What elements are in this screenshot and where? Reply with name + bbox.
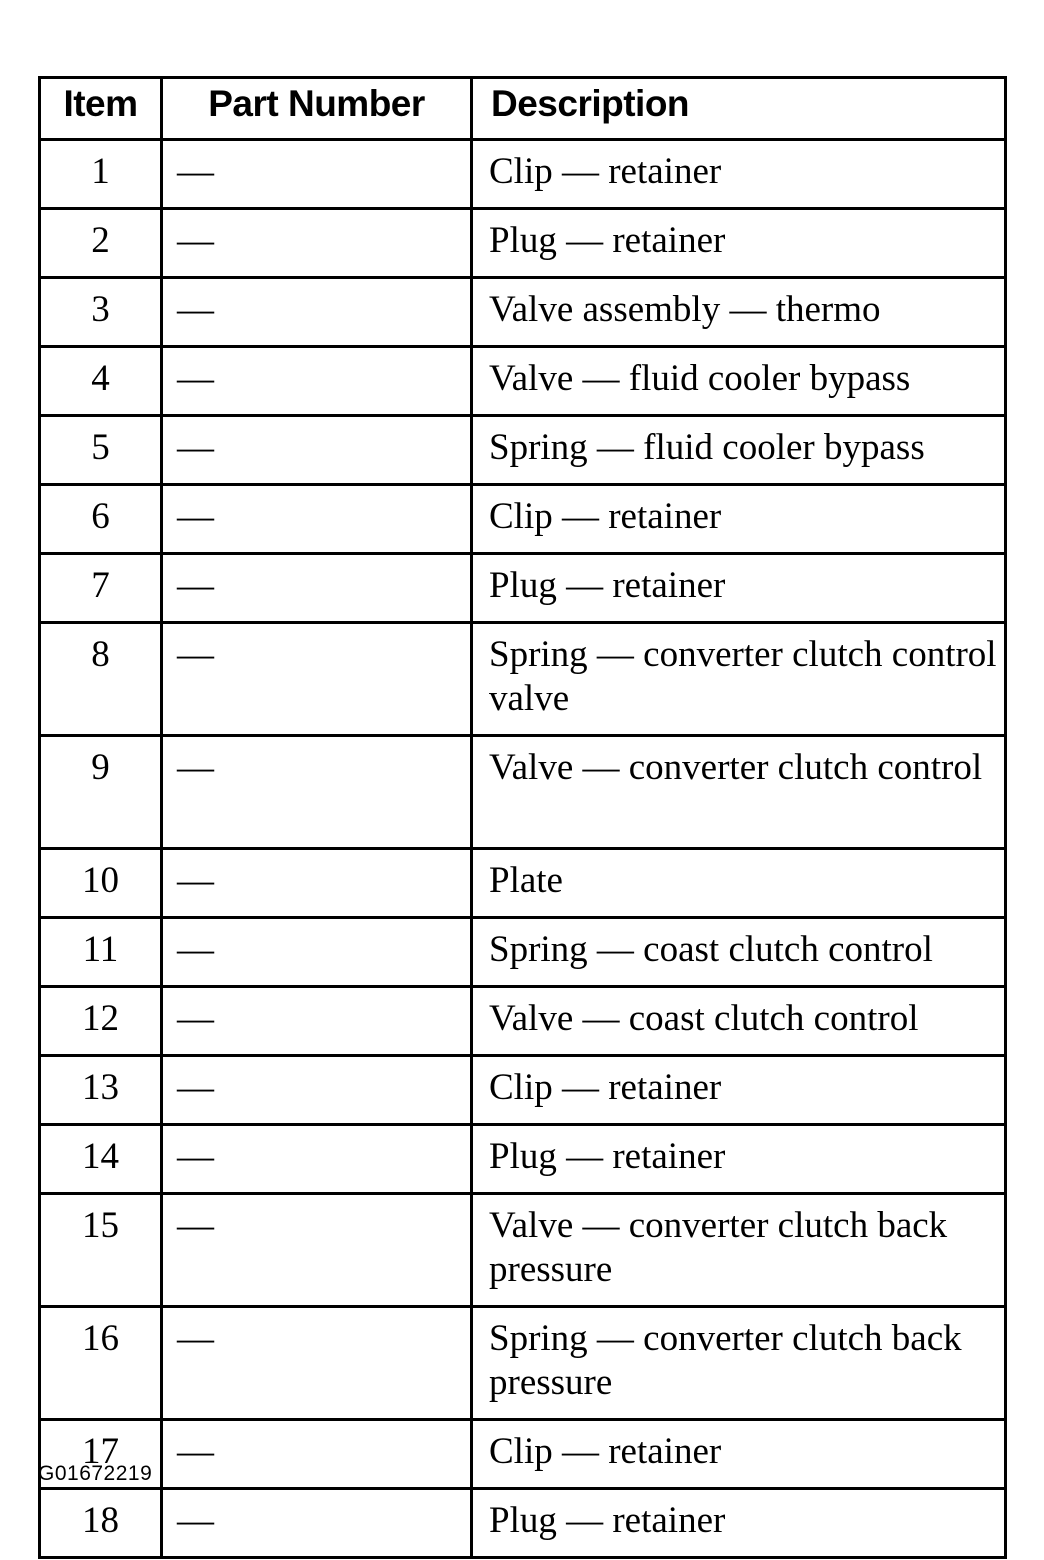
table-row — [40, 554, 1006, 623]
figure-id: G01672219 — [38, 1462, 153, 1485]
table-row — [40, 1125, 1006, 1194]
table-row — [40, 849, 1006, 918]
table-row — [40, 278, 1006, 347]
table-row — [40, 1056, 1006, 1125]
cell-part-number: — — [162, 1420, 472, 1489]
cell-item: 18 — [40, 1489, 162, 1558]
cell-item: 10 — [40, 849, 162, 918]
parts-table — [38, 76, 1007, 1559]
table-body — [40, 140, 1006, 1558]
cell-description: Spring — coast clutch control — [472, 918, 1006, 987]
cell-item: 17 — [40, 1420, 162, 1489]
cell-item: 8 — [40, 623, 162, 736]
cell-description: Spring — converter clutch control valve — [472, 623, 1006, 736]
cell-item: 6 — [40, 485, 162, 554]
cell-item: 11 — [40, 918, 162, 987]
cell-item: 13 — [40, 1056, 162, 1125]
cell-item: 14 — [40, 1125, 162, 1194]
cell-description: Clip — retainer — [472, 140, 1006, 209]
cell-description: Valve — converter clutch control — [472, 736, 1006, 849]
table-row — [40, 209, 1006, 278]
cell-description: Spring — fluid cooler bypass — [472, 416, 1006, 485]
cell-description: Valve — fluid cooler bypass — [472, 347, 1006, 416]
cell-item: 15 — [40, 1194, 162, 1307]
header-part-number: Part Number — [162, 78, 472, 140]
cell-item: 9 — [40, 736, 162, 849]
cell-item: 4 — [40, 347, 162, 416]
cell-description: Clip — retainer — [472, 1056, 1006, 1125]
cell-part-number: — — [162, 1125, 472, 1194]
header-row — [40, 78, 1006, 140]
table-row — [40, 347, 1006, 416]
cell-part-number: — — [162, 140, 472, 209]
table-row — [40, 485, 1006, 554]
cell-item: 7 — [40, 554, 162, 623]
cell-part-number: — — [162, 1307, 472, 1420]
table-row — [40, 1420, 1006, 1489]
cell-item: 1 — [40, 140, 162, 209]
table-row — [40, 918, 1006, 987]
cell-part-number: — — [162, 987, 472, 1056]
cell-part-number: — — [162, 278, 472, 347]
cell-part-number: — — [162, 1194, 472, 1307]
table-row — [40, 1489, 1006, 1558]
cell-item: 12 — [40, 987, 162, 1056]
table-row — [40, 1194, 1006, 1307]
cell-description: Plug — retainer — [472, 1489, 1006, 1558]
cell-part-number: — — [162, 416, 472, 485]
cell-part-number: — — [162, 554, 472, 623]
table-row — [40, 736, 1006, 849]
cell-part-number: — — [162, 623, 472, 736]
cell-item: 2 — [40, 209, 162, 278]
cell-description: Valve — converter clutch back pressure — [472, 1194, 1006, 1307]
header-item: Item — [40, 78, 162, 140]
cell-description: Clip — retainer — [472, 1420, 1006, 1489]
table-row — [40, 416, 1006, 485]
cell-part-number: — — [162, 209, 472, 278]
cell-item: 3 — [40, 278, 162, 347]
cell-description: Clip — retainer — [472, 485, 1006, 554]
cell-description: Spring — converter clutch back pressure — [472, 1307, 1006, 1420]
table-row — [40, 623, 1006, 736]
table-row — [40, 140, 1006, 209]
cell-part-number: — — [162, 849, 472, 918]
cell-part-number: — — [162, 347, 472, 416]
cell-description: Plug — retainer — [472, 209, 1006, 278]
table-row — [40, 987, 1006, 1056]
cell-part-number: — — [162, 485, 472, 554]
cell-description: Valve — coast clutch control — [472, 987, 1006, 1056]
cell-item: 16 — [40, 1307, 162, 1420]
cell-part-number: — — [162, 1056, 472, 1125]
cell-item: 5 — [40, 416, 162, 485]
table-header — [40, 78, 1006, 140]
cell-part-number: — — [162, 918, 472, 987]
header-description: Description — [472, 78, 1006, 140]
cell-description: Valve assembly — thermo — [472, 278, 1006, 347]
cell-description: Plug — retainer — [472, 554, 1006, 623]
table-row — [40, 1307, 1006, 1420]
cell-part-number: — — [162, 736, 472, 849]
cell-description: Plate — [472, 849, 1006, 918]
cell-description: Plug — retainer — [472, 1125, 1006, 1194]
cell-part-number: — — [162, 1489, 472, 1558]
